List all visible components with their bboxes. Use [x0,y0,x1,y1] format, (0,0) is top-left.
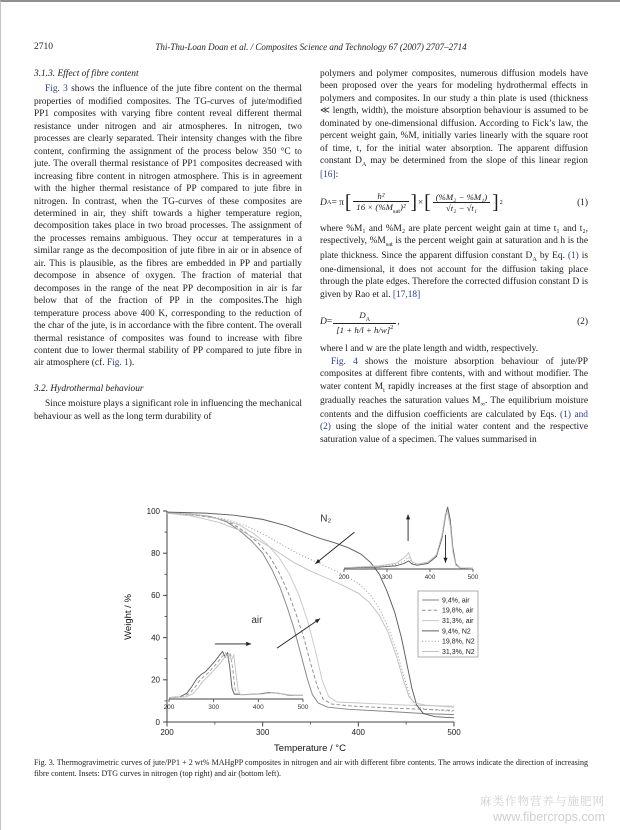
subscript: ∞ [480,400,485,408]
inset-air-tick-label: 300 [208,704,220,711]
body-text: polymers and polymer composites, numerous diffusion models have been proposed over the years for modeling hydrothermal effects in polymers and composites. In our study a thin plate is used (thickness ≪ length, width), the moisture absorption behaviour is assumed to be dominated by one-dimensional diffusion. According to Fick’s law, the percent weight gain, %M, initially varies linearly with the square root of time, t, for the initial water absorption. The apparent diffusion constant D [320,69,588,167]
eq2-den-exp: 2 [390,324,394,332]
inset-n2-tick-label: 400 [424,574,436,581]
eq2-comma: , [397,317,400,328]
watermark-line1: 麻类作物营养与施肥网 [480,796,605,808]
eq1-times: × [417,197,424,208]
body-text: is the percent weight gain at saturation and h is the plate thickness. Since the apparent diffusion constant D [320,236,588,261]
x-tick-label: 200 [160,728,174,737]
subscript: A [532,255,537,263]
body-text: . The equilibrium moisture contents and the diffusion coefficients are calculated by Eqs. [320,395,588,420]
body-text: is one-dimensional, it does not account for the diffusion taking place through the plate edges. Therefore the corrected diffusion constant D is given by Rao et al. [320,250,588,300]
equation-2-body [320,310,400,335]
eq2-fraction [333,310,396,335]
body-text: may be determined from the slope of this linear region [366,156,588,167]
eq1-frac1-num: h² [353,191,408,202]
inset-air-tick-label: 200 [163,704,175,711]
paragraph [320,343,588,355]
caption-label: Fig. 3. [34,758,55,767]
running-header [34,42,588,52]
y-tick-label: 100 [146,506,160,516]
eq1-right-bracket: ] [410,191,417,214]
annotation-N: N₂ [320,513,332,525]
subscript: t [383,386,385,394]
y-tick-label: 0 [155,717,160,727]
paragraph [320,68,588,182]
subscript: sat [385,241,393,249]
eq2-num-sub: A [365,315,371,323]
figure-3 [111,501,541,759]
fig3-chart [111,501,541,759]
paragraph [34,398,302,423]
equation-1-number: (1) [577,197,588,208]
eq1-left-bracket-2: [ [424,191,431,214]
inset-n2-arrow-head [443,558,447,563]
direction-arrow-head [315,619,320,624]
left-column [34,68,302,504]
eq1-left-bracket: [ [344,191,352,214]
y-axis-title: Weight / % [123,594,134,640]
x-tick-label: 500 [447,728,461,737]
eq2-den-text: [1 + h/l + h/w] [336,325,391,336]
eq1-equals: = π [331,197,344,208]
running-title: Thi-Thu-Loan Doan et al. / Composites Science and Technology 67 (2007) 2707–2714 [155,42,467,52]
body-text: where %M₁ and %M₂ are plate percent weight gain at time t₁ and t₂, respectively, %M [320,223,588,247]
body-text: using the slope of the initial water content and the respective saturation value of a specimen. The values summarised in [320,422,588,445]
equation-1 [320,191,588,215]
legend-label: 19,8%, N2 [442,638,475,646]
tg-curve-31-3-N2 [167,513,454,707]
legend-label: 31,3%, N2 [442,648,475,656]
equation-1-body [320,191,503,215]
legend-label: 31,3%, air [442,618,474,625]
eq1-right-bracket-2: ] [492,191,499,214]
two-column-body [34,68,588,504]
tg-curve-9-4-N2 [167,512,454,718]
eq2-den [333,324,396,335]
eqs-citation[interactable]: (1) and (2) [320,409,588,433]
tg-curve-19-8-air [167,513,454,710]
equation-2 [320,310,588,335]
eq1-citation[interactable]: (1) [567,250,579,261]
body-text: : [335,170,339,181]
inset-n2-arrow-head [406,514,410,519]
body-text: shows the influence of the jute fibre content on the thermal properties of modified composites. The TG-curves of jute/modified PP1 composites with varying fibre content reveal different thermal resistance under nitrogen and air atmospheres. In nitrogen, two processes are clearly separated. Their intensity changes with the fibre content, confirming the assignment of the process below 350 °C to jute. The overall thermal resistance of PP1 composites decreased with increasing fibre content in nitrogen atmosphere. This is in agreement with the higher thermal resistance of PP compared to jute fibre in nitrogen. In contrast, when the TG-curves of these composites are determined in air, they shift towards a higher temperature region, decomposition takes place in two broad processes. The assignment of the processes remains ambiguous. They occur at temperatures in a similar range as the decomposition of jute fibre in air or in absence of air. This is plausible, as the fibres are embedded in PP and partially decompose in absence of oxygen. The fraction of material that decomposes in the range of the neat PP decomposition in air is far below that of the fraction of PP in the composites.The high temperature process above 400 K, corresponding to the reduction of the char of the jute, is in accordance with the fibre content. The overall thermal resistance of composites was found to increase with fibre content due to lower thermal stability of PP compared to jute fibre in air atmosphere (cf. [34,84,302,369]
watermark [480,796,605,825]
eq1-lhs: D [320,197,327,208]
page-number: 2710 [34,42,53,52]
section-heading-313: 3.1.3. Effect of fibre content [34,69,139,79]
ref-17-18-citation[interactable]: [17,18] [392,289,421,300]
body-text: Since moisture plays a significant role in influencing the mechanical behaviour as well as the long term durability of [34,399,302,422]
paragraph [320,223,588,301]
x-tick-label: 300 [255,728,270,737]
inset-n2-tick-label: 300 [381,574,393,581]
eq1-fraction-2 [433,192,491,213]
right-column [320,68,588,504]
body-text: by Eq. [536,250,568,261]
ref-16-citation[interactable]: [16] [320,170,336,181]
eq1-frac1-den-b: )² [400,201,406,212]
annotation-air: air [251,614,263,626]
legend-label: 9,4%, air [442,597,470,605]
tg-curve-31-3-air [167,513,454,706]
caption-text: Thermogravimetric curves of jute/PP1 + 2 wt% MAHgPP composites in nitrogen and air with different fibre contents. The arrows indicate the direction of increasing fibre content. Insets: DTG curves in nitrogen (top right) and air (bottom left). [34,758,589,779]
inset-n2-tick-label: 500 [467,574,479,581]
direction-arrow-head [246,642,251,646]
y-tick-label: 80 [151,549,160,558]
paragraph [34,83,302,369]
figure-3-caption [34,757,588,780]
inset-air-tick-label: 400 [252,704,264,711]
equation-2-number: (2) [577,317,588,328]
y-tick-label: 40 [151,633,160,643]
eq2-num-d: D [359,310,366,321]
legend-label: 19,8%, air [442,607,474,615]
fig3-citation[interactable]: Fig. 3 [45,84,68,95]
eq1-frac1-den [353,202,408,215]
y-tick-label: 20 [151,675,160,685]
fig4-citation[interactable]: Fig. 4 [331,356,358,367]
body-text: rapidly increases at the first stage of absorption and gradually reaches the saturation values M [320,381,588,406]
subscript: A [361,161,367,169]
x-axis-title: Temperature / °C [274,743,346,754]
x-tick-label: 400 [351,728,366,737]
body-text: where l and w are the plate length and width, respectively. [320,344,539,355]
eq1-frac1-den-a: 16 × (%M [356,201,394,212]
eq1-lhs-sub: A [326,198,332,206]
y-tick-label: 60 [151,591,160,601]
eq1-frac2-num: (%M₂ − %M₁) [433,192,491,203]
eq1-fraction-1 [353,191,408,215]
fig1-citation[interactable]: Fig. 1 [106,358,129,369]
legend-label: 9,4%, N2 [442,628,471,636]
eq1-frac1-den-sub: sat [393,207,401,215]
eq2-num [333,310,396,324]
eq1-frac2-den: √t₂ − √t₁ [445,203,477,214]
body-text: ). [128,358,135,369]
inset-air-tick-label: 500 [297,704,309,711]
eq1-exponent: 2 [499,198,503,206]
paragraph [320,356,588,447]
eq2-lhs: D [320,317,327,328]
watermark-url[interactable]: www.fibercrops.com [493,809,605,824]
section-heading-32: 3.2. Hydrothermal behaviour [34,383,144,394]
eq2-equals: = [326,317,333,328]
inset-n2-tick-label: 200 [338,574,350,581]
body-text: shows the moisture absorption behaviour of jute/PP composites at different fibre contents, with and without modifier. The water content M [320,356,588,392]
